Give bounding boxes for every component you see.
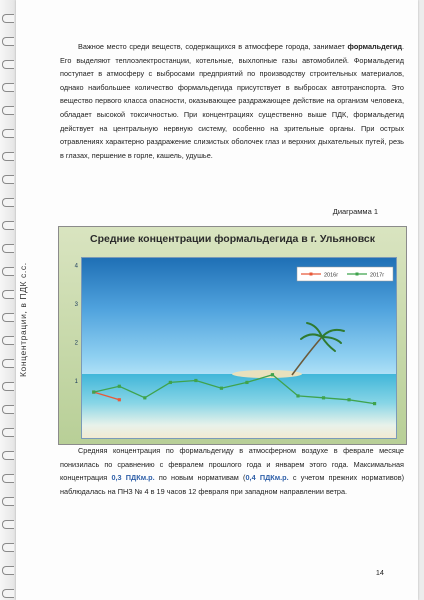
y-axis-label: Концентрации, в ПДК с.с. bbox=[18, 262, 28, 378]
data-point-2017г bbox=[143, 396, 146, 399]
data-point-2016г bbox=[118, 398, 121, 401]
binder-ring bbox=[2, 83, 14, 92]
data-point-2017г bbox=[92, 390, 95, 393]
legend-marker-2016г bbox=[310, 273, 313, 276]
binder-ring bbox=[2, 543, 14, 552]
data-point-2017г bbox=[220, 387, 223, 390]
page-number: 14 bbox=[375, 568, 384, 577]
value-old-norm: 0,4 ПДКм.р. bbox=[245, 473, 289, 483]
data-point-2017г bbox=[296, 394, 299, 397]
binder-ring bbox=[2, 382, 14, 391]
binder-ring bbox=[2, 566, 14, 575]
data-point-2017г bbox=[322, 396, 325, 399]
palm-leaves-icon bbox=[301, 323, 344, 351]
y-tick-label: 3 bbox=[74, 302, 78, 308]
binder-ring bbox=[2, 60, 14, 69]
binder-ring bbox=[2, 244, 14, 253]
paragraph-text: . Его выделяют теплоэлектростанции, котельные, выхлопные газы автомобилей. Формальдегид поступает в атмосферу с выбросами предприятий по производству строительных материалов, однако наибольшее количество формальдегида присутствует в выбросах автотранспорта. Это вещество первого класса опасности, оказывающее раздражающее действие на организм человека, обладает высокой токсичностью. При концентрациях существенно выше ПДК, формальдегид действует на центральную нервную систему, особенно на зрительные органы. При острых отравлениях характерно раздражение слизистых оболочек глаз и верхних дыхательных путей, резь в глазах, першение в горле, кашель, удушье. bbox=[60, 42, 404, 160]
y-tick-label: 2 bbox=[74, 340, 78, 347]
binder-ring bbox=[2, 152, 14, 161]
binder-ring bbox=[2, 451, 14, 460]
binder-ring bbox=[2, 175, 14, 184]
binder-ring bbox=[2, 221, 14, 230]
binder-ring bbox=[2, 14, 14, 23]
binder-ring bbox=[2, 106, 14, 115]
paragraph-february-summary bbox=[60, 444, 404, 498]
paragraph-text: Важное место среди веществ, содержащихся в атмосфере города, занимает bbox=[78, 42, 348, 51]
paragraph-text: Средняя концентрация по формальдегиду в атмосферном воздухе в феврале месяце понизилась по сравнению с февралем прошлого года и январем этого года. Максимальная концентрация bbox=[60, 446, 404, 483]
binder-ring bbox=[2, 129, 14, 138]
legend-label-2017г: 2017г bbox=[370, 272, 385, 279]
series-line-2017г bbox=[94, 375, 375, 404]
data-point-2017г bbox=[245, 381, 248, 384]
data-point-2017г bbox=[271, 373, 274, 376]
binder-ring bbox=[2, 37, 14, 46]
binder-ring bbox=[2, 267, 14, 276]
binder-ring bbox=[2, 428, 14, 437]
binder-ring bbox=[2, 313, 14, 322]
data-point-2017г bbox=[373, 402, 376, 405]
y-tick-label: 4 bbox=[74, 263, 78, 270]
binder-ring bbox=[2, 497, 14, 506]
paragraph-text: с учетом прежних нормативов) наблюдалась на ПНЗ № 4 в 19 часов 12 февраля при западном направлении ветра. bbox=[60, 473, 405, 496]
binder-ring bbox=[2, 290, 14, 299]
diagram-caption: Диаграмма 1 bbox=[332, 207, 378, 216]
term-formaldehyde: формальдегид bbox=[347, 42, 402, 51]
binder-ring bbox=[2, 589, 14, 598]
binder-ring bbox=[2, 474, 14, 483]
data-point-2017г bbox=[194, 379, 197, 382]
paragraph-formaldehyde-intro bbox=[60, 40, 404, 162]
chart-title: Средние концентрации формальдегида в г. Ульяновск bbox=[89, 233, 376, 245]
binder-ring bbox=[2, 405, 14, 414]
data-point-2017г bbox=[118, 385, 121, 388]
series-line-2016г bbox=[94, 392, 120, 400]
palm-trunk-icon bbox=[292, 337, 322, 375]
concentration-chart bbox=[58, 226, 407, 445]
document-page bbox=[16, 0, 418, 600]
data-point-2017г bbox=[347, 398, 350, 401]
binder-ring bbox=[2, 520, 14, 529]
binder-ring bbox=[2, 359, 14, 368]
chart-overlay bbox=[59, 227, 406, 444]
binder-strip bbox=[0, 0, 16, 600]
binder-ring bbox=[2, 336, 14, 345]
paragraph-text: по новым нормативам ( bbox=[154, 473, 246, 483]
data-point-2017г bbox=[169, 381, 172, 384]
legend-marker-2017г bbox=[356, 273, 359, 276]
value-new-norm: 0,3 ПДКм.р. bbox=[111, 473, 155, 483]
binder-ring bbox=[2, 198, 14, 207]
y-tick-label: 1 bbox=[74, 379, 78, 385]
legend-label-2016г: 2016г bbox=[324, 272, 339, 279]
